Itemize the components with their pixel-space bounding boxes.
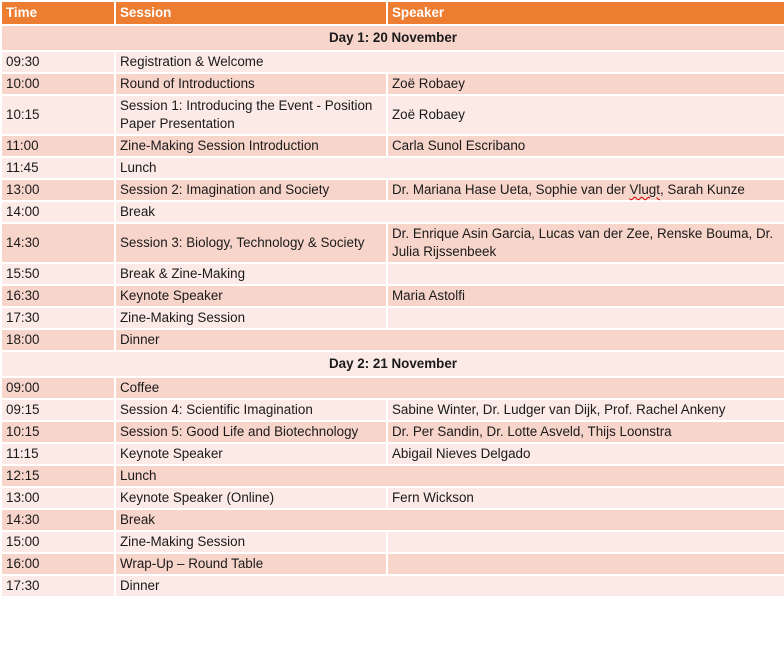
- schedule-row: [1, 263, 784, 285]
- schedule-row: [1, 531, 784, 553]
- time-cell: 14:30: [1, 509, 115, 531]
- time-cell: 12:15: [1, 465, 115, 487]
- column-header-session: Session: [115, 1, 387, 25]
- schedule-row: [1, 377, 784, 399]
- schedule-row: [1, 465, 784, 487]
- session-cell: Keynote Speaker: [115, 443, 387, 465]
- schedule-row: [1, 95, 784, 135]
- session-cell: Lunch: [115, 157, 784, 179]
- time-cell: 14:30: [1, 223, 115, 263]
- time-cell: 13:00: [1, 179, 115, 201]
- time-cell: 18:00: [1, 329, 115, 351]
- speaker-cell: Fern Wickson: [387, 487, 784, 509]
- time-cell: 16:00: [1, 553, 115, 575]
- session-cell: Zine-Making Session Introduction: [115, 135, 387, 157]
- session-cell: Zine-Making Session: [115, 531, 387, 553]
- session-cell: Break: [115, 509, 784, 531]
- session-cell: Break & Zine-Making: [115, 263, 387, 285]
- speaker-cell: Zoë Robaey: [387, 73, 784, 95]
- day-title: Day 1: 20 November: [1, 25, 784, 51]
- time-cell: 10:00: [1, 73, 115, 95]
- session-cell: Break: [115, 201, 784, 223]
- column-header-time: Time: [1, 1, 115, 25]
- speaker-cell: Maria Astolfi: [387, 285, 784, 307]
- schedule-body: [1, 25, 784, 597]
- speaker-cell: Carla Sunol Escribano: [387, 135, 784, 157]
- speaker-cell: Abigail Nieves Delgado: [387, 443, 784, 465]
- schedule-row: [1, 201, 784, 223]
- speaker-cell: Dr. Per Sandin, Dr. Lotte Asveld, Thijs Loonstra: [387, 421, 784, 443]
- time-cell: 09:00: [1, 377, 115, 399]
- schedule-row: [1, 509, 784, 531]
- speaker-cell: [387, 307, 784, 329]
- day-title: Day 2: 21 November: [1, 351, 784, 377]
- speaker-cell: Dr. Mariana Hase Ueta, Sophie van der Vlugt, Sarah Kunze: [387, 179, 784, 201]
- session-cell: Lunch: [115, 465, 784, 487]
- schedule-row: [1, 157, 784, 179]
- time-cell: 09:15: [1, 399, 115, 421]
- time-cell: 13:00: [1, 487, 115, 509]
- schedule-row: [1, 329, 784, 351]
- time-cell: 11:15: [1, 443, 115, 465]
- session-cell: Dinner: [115, 329, 784, 351]
- spellcheck-underline: Vlugt: [629, 182, 660, 197]
- schedule-row: [1, 421, 784, 443]
- schedule-row: [1, 51, 784, 73]
- speaker-cell: [387, 263, 784, 285]
- session-cell: Wrap-Up – Round Table: [115, 553, 387, 575]
- header-row: [1, 1, 784, 25]
- day-header-row: [1, 351, 784, 377]
- time-cell: 14:00: [1, 201, 115, 223]
- schedule-row: [1, 285, 784, 307]
- session-cell: Session 4: Scientific Imagination: [115, 399, 387, 421]
- schedule-row: [1, 73, 784, 95]
- session-cell: Dinner: [115, 575, 784, 597]
- session-cell: Round of Introductions: [115, 73, 387, 95]
- session-cell: Session 5: Good Life and Biotechnology: [115, 421, 387, 443]
- time-cell: 10:15: [1, 95, 115, 135]
- session-cell: Session 1: Introducing the Event - Position Paper Presentation: [115, 95, 387, 135]
- schedule-row: [1, 307, 784, 329]
- session-cell: Keynote Speaker: [115, 285, 387, 307]
- session-cell: Session 3: Biology, Technology & Society: [115, 223, 387, 263]
- speaker-cell: Zoë Robaey: [387, 95, 784, 135]
- schedule-row: [1, 443, 784, 465]
- speaker-cell: [387, 553, 784, 575]
- schedule-row: [1, 223, 784, 263]
- time-cell: 15:50: [1, 263, 115, 285]
- session-cell: Registration & Welcome: [115, 51, 784, 73]
- column-header-speaker: Speaker: [387, 1, 784, 25]
- time-cell: 10:15: [1, 421, 115, 443]
- schedule-row: [1, 399, 784, 421]
- schedule-row: [1, 135, 784, 157]
- schedule-row: [1, 575, 784, 597]
- session-cell: Keynote Speaker (Online): [115, 487, 387, 509]
- time-cell: 11:00: [1, 135, 115, 157]
- speaker-cell: Dr. Enrique Asin Garcia, Lucas van der Zee, Renske Bouma, Dr. Julia Rijssenbeek: [387, 223, 784, 263]
- time-cell: 15:00: [1, 531, 115, 553]
- speaker-cell: Sabine Winter, Dr. Ludger van Dijk, Prof. Rachel Ankeny: [387, 399, 784, 421]
- time-cell: 17:30: [1, 575, 115, 597]
- day-header-row: [1, 25, 784, 51]
- session-cell: Zine-Making Session: [115, 307, 387, 329]
- schedule-row: [1, 553, 784, 575]
- speaker-cell: [387, 531, 784, 553]
- session-cell: Coffee: [115, 377, 784, 399]
- time-cell: 16:30: [1, 285, 115, 307]
- time-cell: 09:30: [1, 51, 115, 73]
- schedule-row: [1, 487, 784, 509]
- schedule-row: [1, 179, 784, 201]
- time-cell: 17:30: [1, 307, 115, 329]
- session-cell: Session 2: Imagination and Society: [115, 179, 387, 201]
- time-cell: 11:45: [1, 157, 115, 179]
